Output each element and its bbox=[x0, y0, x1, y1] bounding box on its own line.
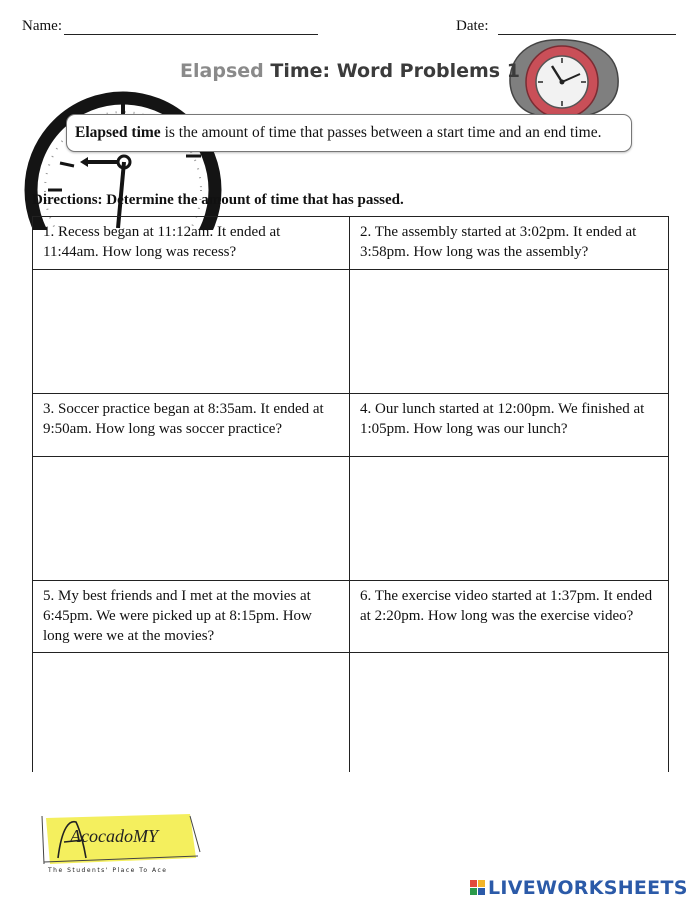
acocadomy-logo bbox=[40, 812, 205, 874]
answer-box-1[interactable] bbox=[33, 270, 350, 394]
problem-2 bbox=[350, 217, 668, 270]
directions: Directions: Determine the amount of time that has passed. bbox=[32, 192, 404, 208]
name-label: Name: bbox=[22, 18, 62, 34]
problem-number: 5. bbox=[43, 588, 55, 604]
problem-grid bbox=[32, 216, 669, 772]
worksheet-title bbox=[160, 60, 540, 82]
logo-text: AcocadoMY bbox=[70, 826, 158, 846]
problem-number: 2. bbox=[360, 224, 372, 240]
logo-tagline: The Students' Place To Ace bbox=[48, 867, 168, 874]
problem-text: Our lunch started at 12:00pm. We finished at 1:05pm. How long was our lunch? bbox=[360, 401, 645, 437]
problem-1 bbox=[33, 217, 350, 270]
title-accent: Elapsed bbox=[180, 60, 264, 82]
answer-box-4[interactable] bbox=[350, 457, 668, 581]
problem-number: 1. bbox=[43, 224, 55, 240]
liveworksheets-logo-icon bbox=[470, 880, 486, 896]
name-field[interactable] bbox=[64, 34, 318, 35]
liveworksheets-brand[interactable]: LIVEWORKSHEETS bbox=[488, 877, 688, 899]
problem-number: 6. bbox=[360, 588, 372, 604]
date-field[interactable] bbox=[498, 34, 676, 35]
answer-box-5[interactable] bbox=[33, 653, 350, 772]
problem-number: 4. bbox=[360, 401, 372, 417]
definition-box bbox=[66, 114, 632, 152]
definition-text: is the amount of time that passes between a start time and an end time. bbox=[164, 124, 602, 141]
problem-text: The assembly started at 3:02pm. It ended at 3:58pm. How long was the assembly? bbox=[360, 224, 637, 260]
title-rest: Time: Word Problems 1 bbox=[270, 60, 520, 82]
date-label: Date: bbox=[456, 18, 489, 34]
answer-box-3[interactable] bbox=[33, 457, 350, 581]
answer-box-2[interactable] bbox=[350, 270, 668, 394]
problem-5 bbox=[33, 581, 350, 653]
problem-number: 3. bbox=[43, 401, 55, 417]
problem-4 bbox=[350, 394, 668, 457]
problem-3 bbox=[33, 394, 350, 457]
problem-text: The exercise video started at 1:37pm. It ended at 2:20pm. How long was the exercise video? bbox=[360, 588, 653, 624]
problem-text: Soccer practice began at 8:35am. It ended at 9:50am. How long was soccer practice? bbox=[43, 401, 324, 437]
answer-box-6[interactable] bbox=[350, 653, 668, 772]
definition-term: Elapsed time bbox=[75, 124, 161, 141]
problem-6 bbox=[350, 581, 668, 653]
problem-text: Recess began at 11:12am. It ended at 11:44am. How long was recess? bbox=[43, 224, 281, 260]
problem-text: My best friends and I met at the movies at 6:45pm. We were picked up at 8:15pm. How long were we at the movies? bbox=[43, 588, 312, 644]
